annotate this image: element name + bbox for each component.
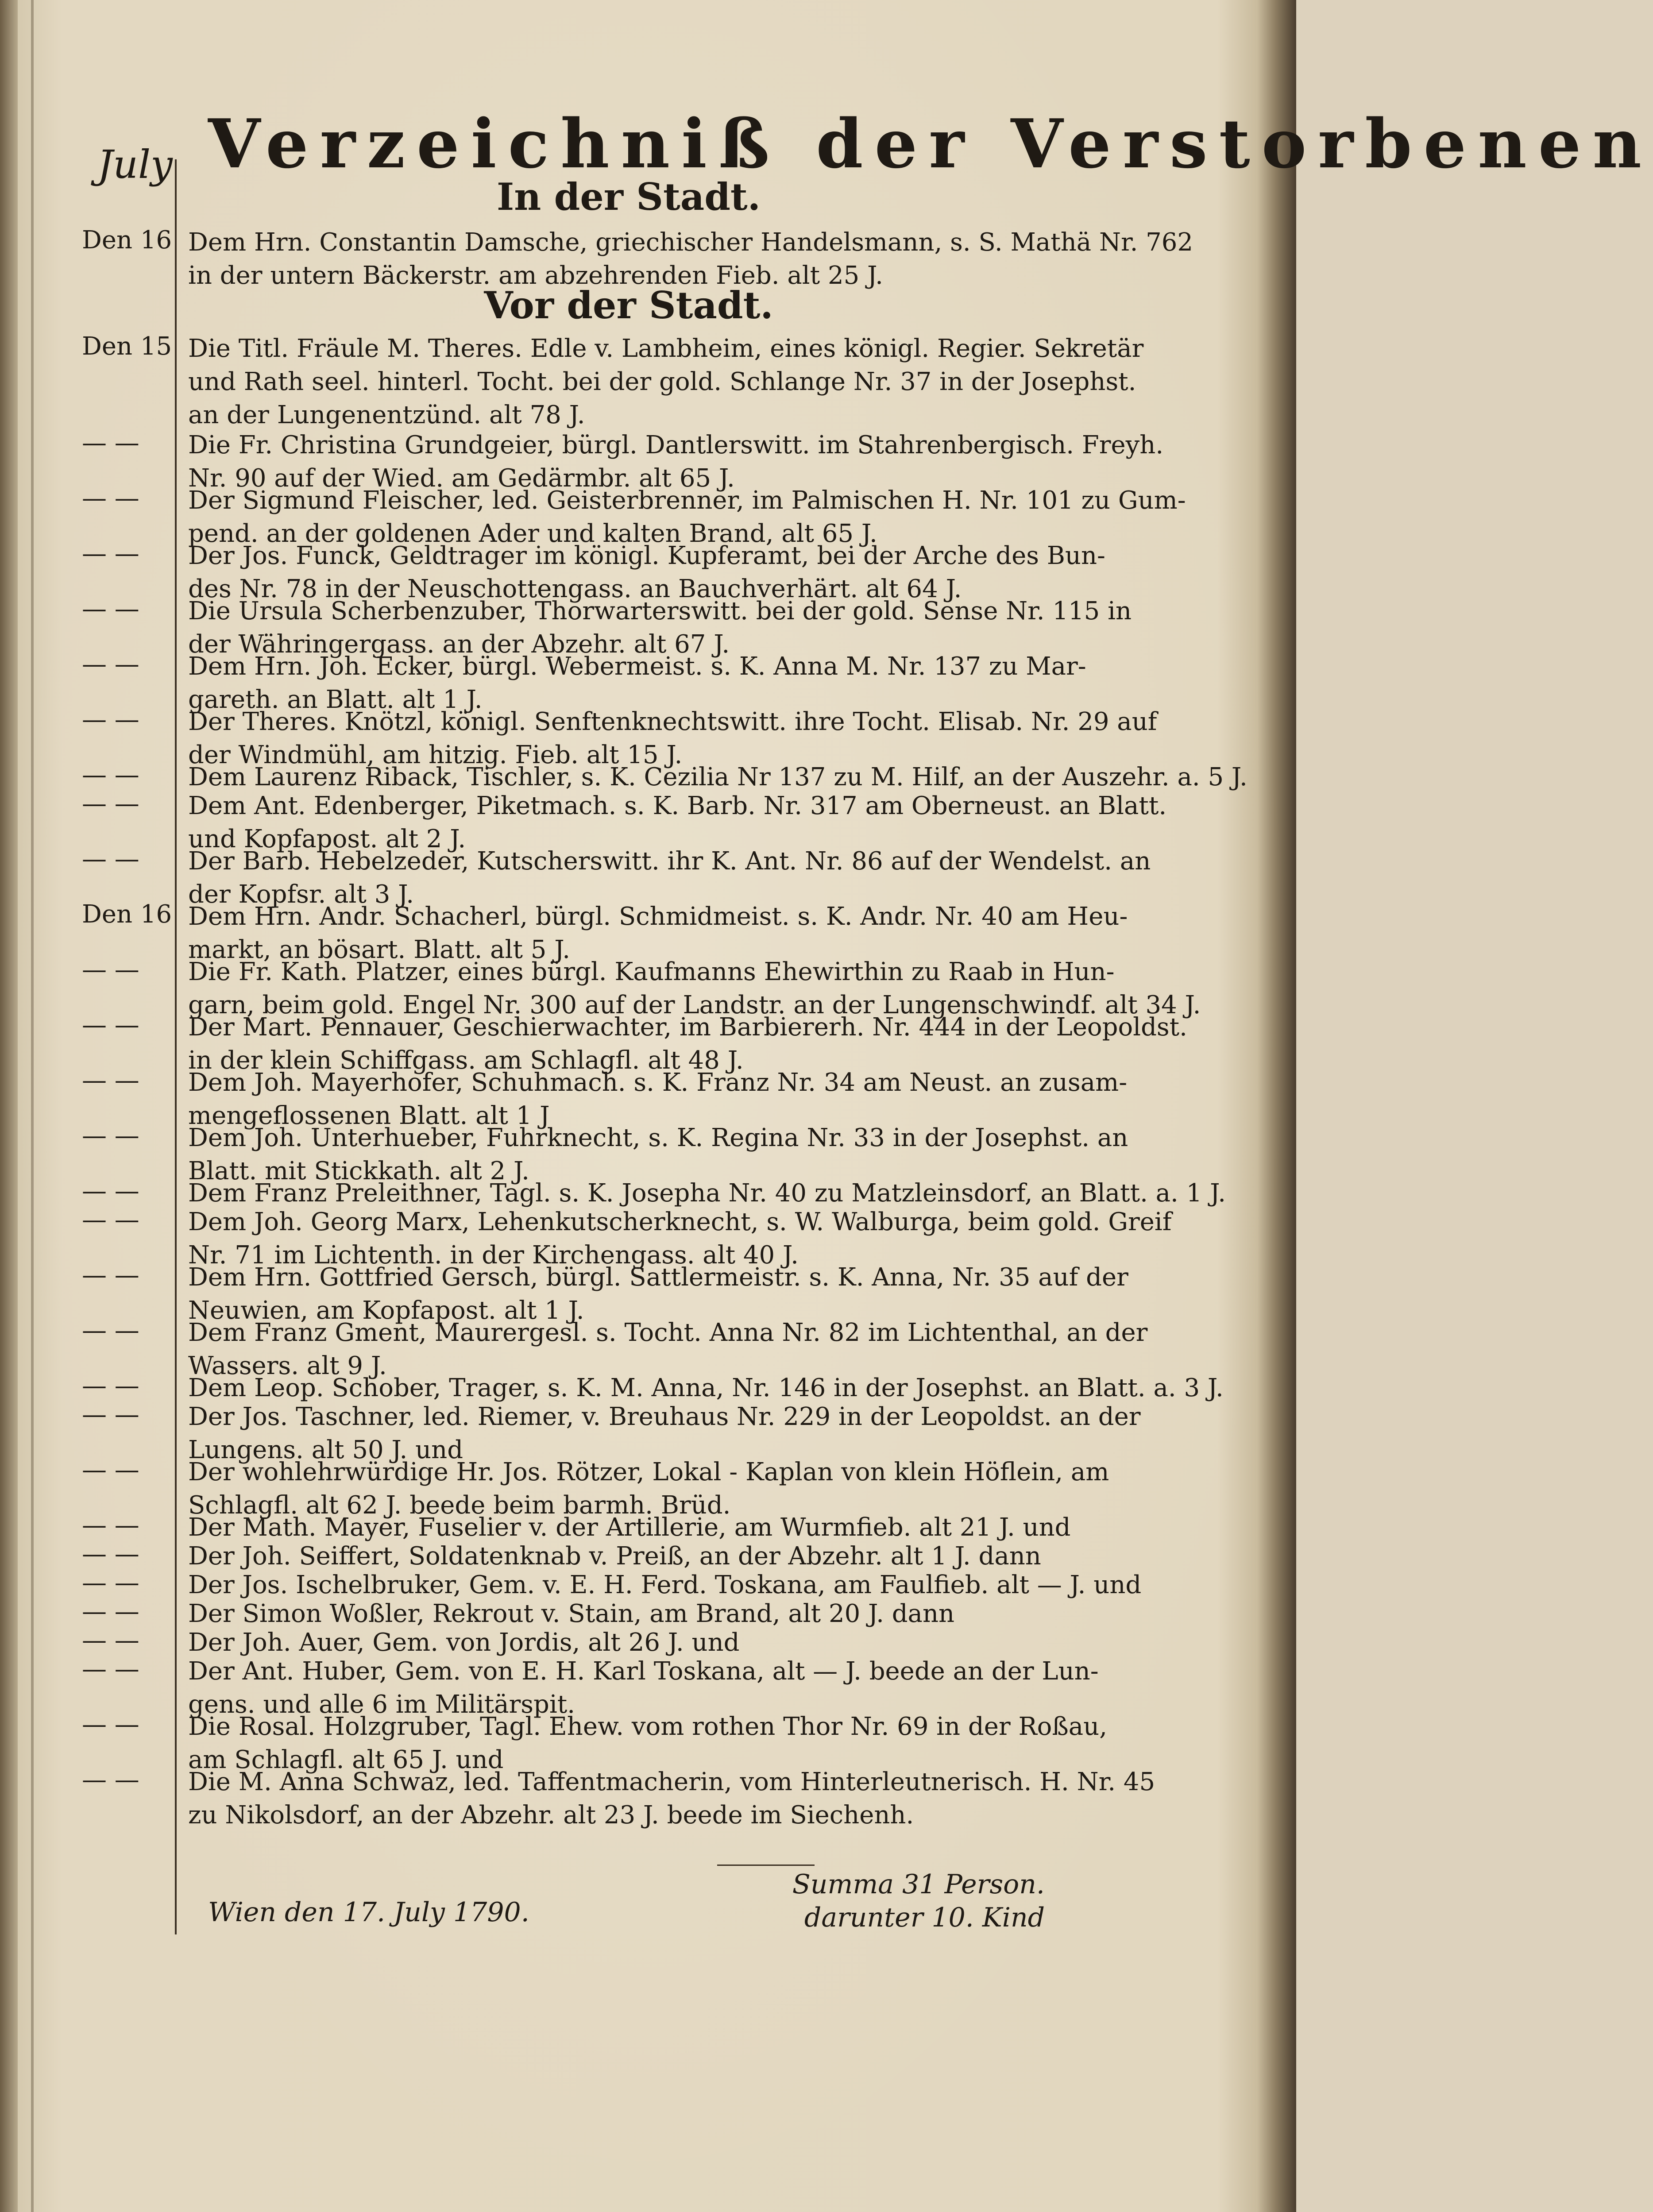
entry-line: Der Simon Woßler, Rekrout v. Stain, am Brand, alt 20 J. dann	[188, 1599, 955, 1628]
entry-line: zu Nikolsdorf, an der Abzehr. alt 23 J. beede im Siechenh.	[188, 1801, 914, 1830]
entry-line: Dem Hrn. Gottfried Gersch, bürgl. Sattlermeistr. s. K. Anna, Nr. 35 auf der	[188, 1263, 1128, 1292]
entry-date: — —	[82, 955, 139, 984]
entry-date: — —	[82, 1177, 139, 1205]
entry-text	[188, 1597, 1091, 1630]
entry-line: in der klein Schiffgass. am Schlagfl. alt 48 J.	[188, 1046, 744, 1075]
entry-line: Der Jos. Ischelbruker, Gem. v. E. H. Ferd. Toskana, am Faulfieb. alt — J. und	[188, 1571, 1142, 1599]
entry-text	[188, 226, 1193, 292]
entry-date: — —	[82, 1316, 139, 1345]
entry-date: — —	[82, 484, 139, 513]
entry-line: Die Titl. Fräule M. Theres. Edle v. Lambheim, eines königl. Regier. Sekretär	[188, 334, 1144, 363]
entry-line: Dem Franz Gment, Maurergesl. s. Tocht. Anna Nr. 82 im Lichtenthal, an der	[188, 1318, 1148, 1347]
entry-line: Nr. 90 auf der Wied. am Gedärmbr. alt 65 J.	[188, 464, 735, 493]
entry-date: — —	[82, 1710, 139, 1739]
entry-date: — —	[82, 1540, 139, 1568]
entry-date: — —	[82, 1568, 139, 1597]
entry-date: — —	[82, 1765, 139, 1794]
entry-line: und Rath seel. hinterl. Tocht. bei der gold. Schlange Nr. 37 in der Josephst.	[188, 367, 1136, 396]
entry-line: Dem Franz Preleithner, Tagl. s. K. Josepha Nr. 40 zu Matzleinsdorf, an Blatt. a. 1 J.	[188, 1179, 1226, 1208]
entry-line: Der Joh. Auer, Gem. von Jordis, alt 26 J. und	[188, 1628, 740, 1657]
entry-line: Dem Hrn. Constantin Damsche, griechischer Handelsmann, s. S. Mathä Nr. 762	[188, 228, 1193, 257]
section-heading-city: In der Stadt.	[497, 175, 761, 219]
entry-date: — —	[82, 429, 139, 457]
entry-line: Die Fr. Kath. Platzer, eines bürgl. Kaufmanns Ehewirthin zu Raab in Hun-	[188, 957, 1115, 986]
entry-line: Der Barb. Hebelzeder, Kutscherswitt. ihr K. Ant. Nr. 86 auf der Wendelst. an	[188, 847, 1151, 876]
entry-date: — —	[82, 1066, 139, 1095]
entry-date: — —	[82, 1400, 139, 1429]
entry-line: Blatt. mit Stickkath. alt 2 J.	[188, 1157, 529, 1185]
entry-text	[188, 1177, 1226, 1210]
summary-children: darunter 10. Kind	[804, 1902, 1045, 1933]
entry-date: — —	[82, 539, 139, 568]
entry-line: Der Jos. Funck, Geldtrager im königl. Kupferamt, bei der Arche des Bun-	[188, 541, 1105, 570]
entry-text	[188, 1511, 1091, 1544]
entry-date: — —	[82, 1597, 139, 1626]
entry-line: an der Lungenentzünd. alt 78 J.	[188, 401, 585, 429]
entry-date: Den 15	[82, 332, 172, 361]
entry-line: Die Fr. Christina Grundgeier, bürgl. Dantlerswitt. im Stahrenbergisch. Freyh.	[188, 431, 1164, 459]
entry-line: Nr. 71 im Lichtenth. in der Kirchengass. alt 40 J.	[188, 1241, 799, 1270]
entry-date: Den 16	[82, 226, 172, 255]
entry-text	[188, 1371, 1224, 1405]
entry-line: Der Math. Mayer, Fuselier v. der Artillerie, am Wurmfieb. alt 21 J. und	[188, 1513, 1071, 1542]
entry-text	[188, 760, 1247, 794]
summary-total	[753, 1868, 1045, 1934]
month-label: July	[97, 142, 173, 187]
entry-line: Die M. Anna Schwaz, led. Taffentmacherin, vom Hinterleutnerisch. H. Nr. 45	[188, 1768, 1155, 1796]
entry-line: des Nr. 78 in der Neuschottengass. an Bauchverhärt. alt 64 J.	[188, 575, 962, 603]
entry-date: — —	[82, 1261, 139, 1289]
entry-line: Lungens. alt 50 J. und	[188, 1436, 463, 1464]
entry-text	[188, 332, 1144, 432]
entry-line: Der Jos. Taschner, led. Riemer, v. Breuhaus Nr. 229 in der Leopoldst. an der	[188, 1402, 1141, 1431]
entry-text	[188, 1765, 1155, 1832]
entry-line: markt, an bösart. Blatt. alt 5 J.	[188, 935, 571, 964]
entry-line: Dem Joh. Unterhueber, Fuhrknecht, s. K. Regina Nr. 33 in der Josephst. an	[188, 1123, 1128, 1152]
entry-date: — —	[82, 1626, 139, 1655]
entry-date: — —	[82, 1011, 139, 1039]
entry-line: der Windmühl, am hitzig. Fieb. alt 15 J.	[188, 741, 683, 769]
entry-line: am Schlagfl. alt 65 J. und	[188, 1745, 504, 1774]
entry-date: — —	[82, 705, 139, 734]
entry-text	[188, 1626, 1091, 1659]
entry-date: — —	[82, 1511, 139, 1540]
entry-line: garn, beim gold. Engel Nr. 300 auf der Landstr. an der Lungenschwindf. alt 34 J.	[188, 991, 1201, 1019]
book-binding-edge	[0, 0, 18, 2212]
entry-date: — —	[82, 1655, 139, 1683]
date-column-divider	[175, 159, 177, 1917]
entry-line: Dem Joh. Georg Marx, Lehenkutscherknecht, s. W. Walburga, beim gold. Greif	[188, 1208, 1172, 1236]
entry-date: — —	[82, 760, 139, 789]
entry-line: Dem Joh. Mayerhofer, Schuhmach. s. K. Franz Nr. 34 am Neust. an zusam-	[188, 1068, 1128, 1097]
entry-line: mengeflossenen Blatt. alt 1 J	[188, 1101, 550, 1130]
entry-date: — —	[82, 1455, 139, 1484]
section-heading-suburb: Vor der Stadt.	[484, 283, 773, 327]
entry-line: Dem Hrn. Joh. Ecker, bürgl. Webermeist. s. K. Anna M. Nr. 137 zu Mar-	[188, 652, 1086, 681]
entry-line: pend. an der goldenen Ader und kalten Brand, alt 65 J.	[188, 519, 877, 548]
entry-line: Schlagfl. alt 62 J. beede beim barmh. Brüd.	[188, 1491, 731, 1520]
place-and-date: Wien den 17. July 1790.	[208, 1897, 529, 1928]
entry-text	[188, 1540, 1091, 1573]
entry-date: — —	[82, 1371, 139, 1400]
entry-line: Neuwien, am Kopfapost. alt 1 J.	[188, 1296, 584, 1325]
entry-date: — —	[82, 845, 139, 873]
entry-line: in der untern Bäckerstr. am abzehrenden Fieb. alt 25 J.	[188, 261, 883, 290]
entry-line: gens. und alle 6 im Militärspit.	[188, 1690, 575, 1719]
entry-line: Der Ant. Huber, Gem. von E. H. Karl Toskana, alt — J. beede an der Lun-	[188, 1657, 1099, 1686]
entry-line: Dem Laurenz Riback, Tischler, s. K. Cezilia Nr 137 zu M. Hilf, an der Auszehr. a. 5 J.	[188, 763, 1247, 791]
entry-date: — —	[82, 1205, 139, 1234]
divider-foot	[175, 1917, 177, 1934]
entry-line: Der Joh. Seiffert, Soldatenknab v. Preiß, an der Abzehr. alt 1 J. dann	[188, 1542, 1041, 1571]
entry-date: Den 16	[82, 900, 172, 929]
entry-date: — —	[82, 1121, 139, 1150]
entry-line: Dem Hrn. Andr. Schacherl, bürgl. Schmidmeist. s. K. Andr. Nr. 40 am Heu-	[188, 902, 1128, 931]
entry-date: — —	[82, 789, 139, 818]
summary-rule	[717, 1865, 815, 1866]
entry-line: Die Ursula Scherbenzuber, Thorwarterswitt. bei der gold. Sense Nr. 115 in	[188, 597, 1132, 625]
entry-line: Der wohlehrwürdige Hr. Jos. Rötzer, Lokal - Kaplan von klein Höflein, am	[188, 1458, 1109, 1486]
entry-line: Der Mart. Pennauer, Geschierwachter, im Barbiererh. Nr. 444 in der Leopoldst.	[188, 1013, 1187, 1042]
entry-line: Dem Leop. Schober, Trager, s. K. M. Anna, Nr. 146 in der Josephst. an Blatt. a. 3 J.	[188, 1374, 1224, 1402]
entry-date: — —	[82, 650, 139, 679]
entry-date: — —	[82, 594, 139, 623]
entry-line: und Kopfapost. alt 2 J.	[188, 825, 466, 853]
entry-line: Dem Ant. Edenberger, Piketmach. s. K. Barb. Nr. 317 am Oberneust. an Blatt.	[188, 791, 1167, 820]
page-title: Verzeichniß der Verstorbenen	[208, 104, 1653, 183]
entry-line: der Kopfsr. alt 3 J.	[188, 880, 414, 909]
entry-line: der Währingergass. an der Abzehr. alt 67 J.	[188, 630, 730, 659]
entry-line: Der Theres. Knötzl, königl. Senftenknechtswitt. ihre Tocht. Elisab. Nr. 29 auf	[188, 707, 1157, 736]
entry-line: Der Sigmund Fleischer, led. Geisterbrenner, im Palmischen H. Nr. 101 zu Gum-	[188, 486, 1186, 515]
entry-line: gareth. an Blatt. alt 1 J.	[188, 685, 483, 714]
entry-line: Wassers. alt 9 J.	[188, 1351, 387, 1380]
entry-line: Die Rosal. Holzgruber, Tagl. Ehew. vom rothen Thor Nr. 69 in der Roßau,	[188, 1712, 1108, 1741]
page-edge-line	[31, 0, 34, 2212]
entry-text	[188, 1568, 1142, 1602]
summary-count: Summa 31 Person.	[792, 1869, 1045, 1900]
